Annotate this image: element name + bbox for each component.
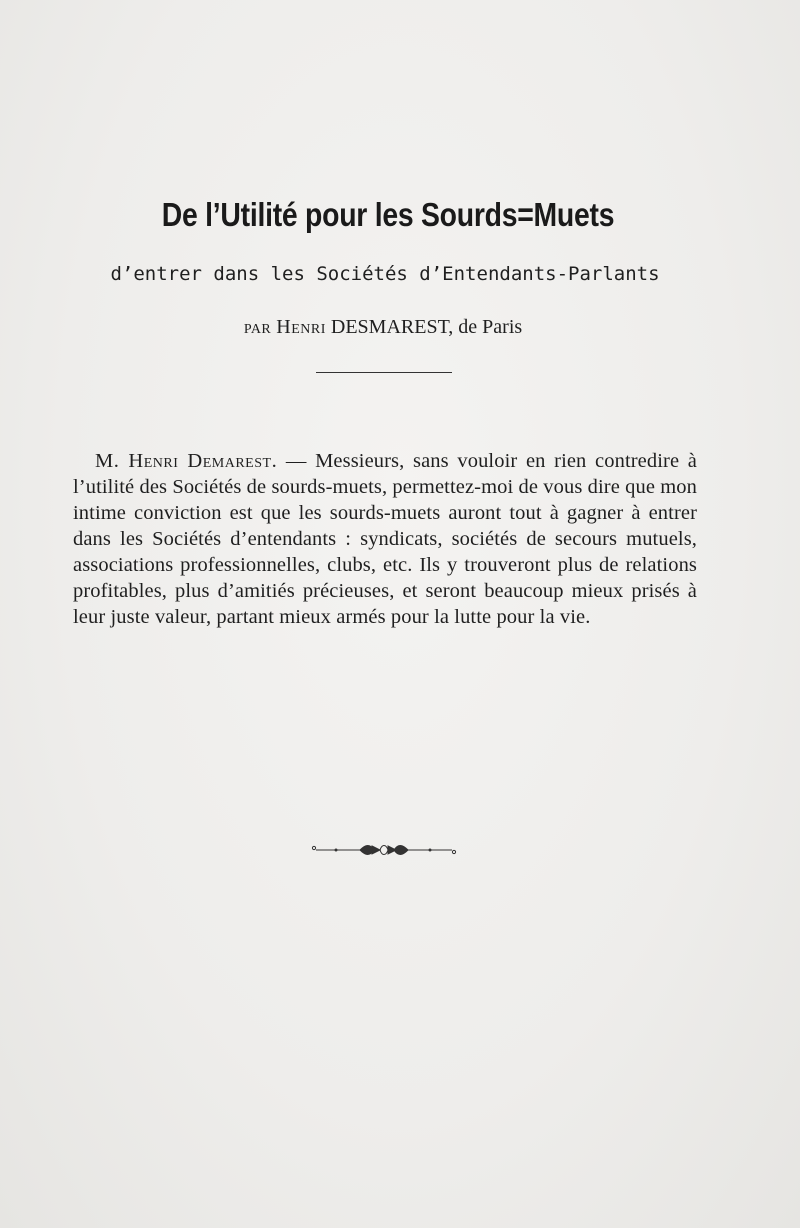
floral-ornament-icon	[310, 840, 458, 860]
byline-par: par	[243, 316, 272, 338]
article-title: De l’Utilité pour les Sourds=Muets	[161, 196, 615, 233]
article-paragraph	[73, 448, 697, 630]
speaker-name: M. Henri Demarest.	[95, 450, 278, 472]
author-byline	[0, 316, 766, 339]
paragraph-text: — Messieurs, sans vouloir en rien contredire à l’utilité des Sociétés de sourds-muets, permettez-moi de vous dire que mon intime conviction est que les sourds-muets auront tout à gagner à entrer dans les Sociétés d’entendants : syndicats, sociétés de secours mutuels, associations professionnelles, clubs, etc. Ils y trouveront plus de relations profitables, plus d’amitiés précieuses, et seront beaucoup mieux prisés à leur juste valeur, partant mieux armés pour la lutte pour la vie.	[73, 450, 698, 628]
article-subtitle: d’entrer dans les Sociétés d’Entendants-Parlants	[110, 263, 660, 285]
author-first-name: Henri	[276, 316, 326, 338]
author-last-name: DESMAREST	[330, 316, 449, 338]
author-location: , de Paris	[448, 316, 523, 338]
title-divider	[316, 372, 452, 373]
